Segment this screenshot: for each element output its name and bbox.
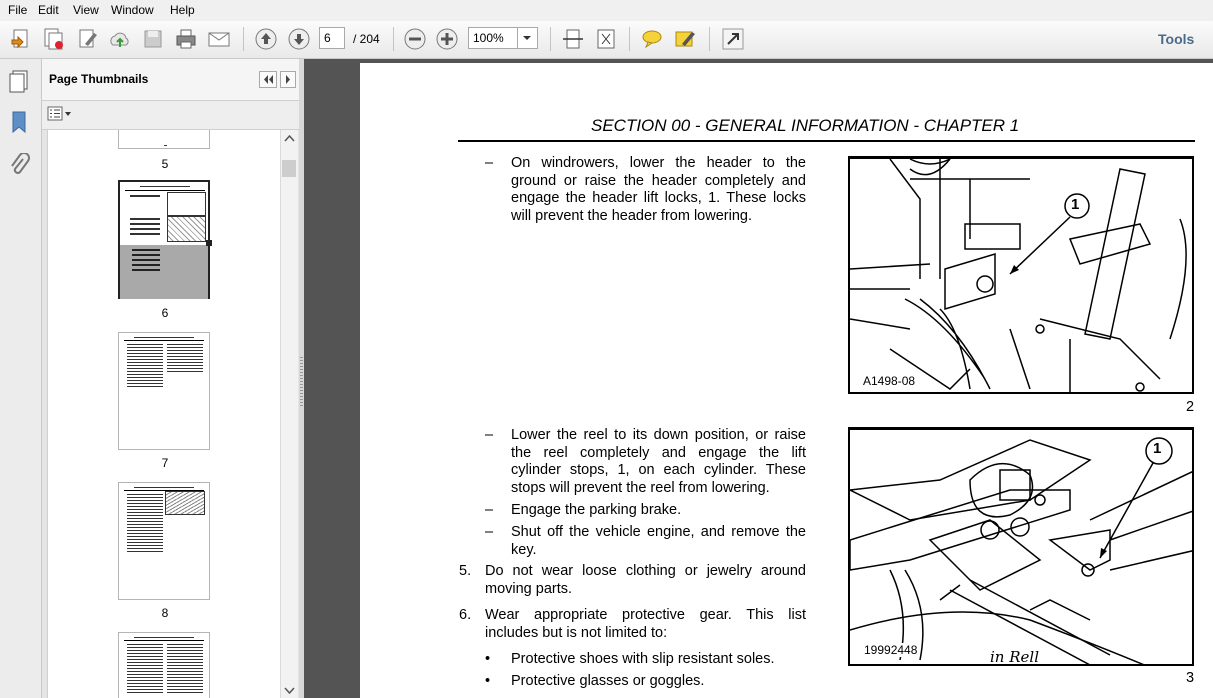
menu-help[interactable]: Help [170, 3, 195, 17]
navigation-pane [0, 59, 42, 698]
combine-files-icon[interactable] [40, 26, 66, 52]
thumbnails-scrollbar[interactable] [280, 130, 298, 698]
thumbnails-header [42, 59, 299, 101]
thumb-figure [165, 491, 205, 515]
thumbnail-page-7[interactable] [118, 332, 210, 450]
bullet-marker: • [485, 651, 491, 667]
instruction-protective-gear: Wear appropriate protective gear. This list includes but is not limited to: [485, 607, 806, 641]
scroll-down-arrow-icon[interactable] [284, 687, 295, 695]
thumb-text-column [127, 344, 163, 389]
instruction-loose-clothing: Do not wear loose clothing or jewelry around moving parts. [485, 563, 806, 597]
thumbnail-label-6: 6 [161, 306, 169, 320]
dash-marker: – [485, 427, 494, 443]
thumb-text-column [167, 344, 203, 372]
bullet-protective-glasses: Protective glasses or goggles. [511, 673, 705, 689]
figure-header-lift-lock [848, 156, 1194, 394]
zoom-dropdown-button[interactable] [518, 27, 538, 49]
zoom-out-icon[interactable] [402, 26, 428, 52]
instruction-parking-brake: Engage the parking brake. [511, 502, 682, 518]
collapse-panel-button[interactable] [259, 71, 277, 88]
figure-number: 2 [1186, 399, 1195, 415]
page-thumbnails-icon[interactable] [8, 69, 32, 96]
heading-rule [458, 140, 1195, 142]
instruction-shut-off-engine: Shut off the vehicle engine, and remove the key. [511, 524, 806, 558]
figure-code: A1498-08 [863, 374, 916, 388]
upload-cloud-icon[interactable] [107, 26, 133, 52]
options-menu-icon[interactable] [47, 106, 73, 125]
zoom-select[interactable]: 100% [468, 27, 518, 49]
comment-icon[interactable] [639, 26, 665, 52]
attachments-icon[interactable] [8, 153, 32, 182]
figure-lift-cylinder-stop [848, 427, 1194, 666]
zoom-in-icon[interactable] [434, 26, 460, 52]
thumbnails-list [47, 130, 282, 698]
bookmarks-icon[interactable] [8, 109, 32, 138]
thumb-text-column [127, 644, 163, 694]
callout-label: 1 [1153, 440, 1162, 457]
thumb-figure [167, 192, 206, 216]
thumbnail-page-8[interactable] [118, 482, 210, 600]
save-icon[interactable] [140, 26, 166, 52]
page-number-input[interactable]: 6 [319, 27, 345, 49]
toolbar [0, 21, 1213, 59]
edit-icon[interactable] [75, 26, 101, 52]
create-pdf-icon[interactable] [8, 26, 34, 52]
list-number: 5. [459, 563, 472, 579]
previous-page-icon[interactable] [253, 26, 279, 52]
thumbnails-options-bar [42, 101, 299, 130]
bullet-marker: • [485, 673, 491, 689]
print-icon[interactable] [173, 26, 199, 52]
menu-edit[interactable]: Edit [38, 3, 59, 17]
page-total: / 204 [353, 32, 380, 46]
thumbnail-label-5: 5 [161, 157, 169, 171]
scrollbar-thumb[interactable] [282, 160, 296, 177]
bullet-protective-shoes: Protective shoes with slip resistant soles. [511, 651, 775, 667]
fit-page-icon[interactable] [593, 26, 619, 52]
panel-title: Page Thumbnails [49, 72, 149, 86]
menu-window[interactable]: Window [111, 3, 154, 17]
resize-handle[interactable] [206, 240, 212, 246]
thumb-text-column [167, 644, 203, 694]
menu-file[interactable]: File [8, 3, 28, 17]
tools-button[interactable]: Tools [1158, 31, 1195, 47]
menu-view[interactable]: View [73, 3, 99, 17]
thumb-text-column [127, 494, 163, 554]
thumbnail-page-9[interactable] [118, 632, 210, 698]
thumbnail-page-5[interactable] [118, 130, 210, 149]
fit-width-icon[interactable] [560, 26, 586, 52]
next-page-icon[interactable] [286, 26, 312, 52]
figure-code: 19992448 [864, 643, 918, 657]
scroll-up-arrow-icon[interactable] [284, 134, 295, 142]
thumb-figure [167, 216, 206, 242]
highlight-icon[interactable] [672, 26, 698, 52]
handwritten-annotation: in Rell [990, 648, 1039, 666]
thumbnail-label-8: 8 [161, 606, 169, 620]
figure-number: 3 [1186, 670, 1195, 686]
list-number: 6. [459, 607, 472, 623]
panel-forward-button[interactable] [280, 71, 296, 88]
menu-bar [0, 0, 1213, 21]
instruction-lower-reel: Lower the reel to its down position, or raise the reel completely and engage the lift cylinder stops, 1, on each cylinder. These stops will prevent the reel from lowering. [511, 427, 806, 496]
section-heading: SECTION 00 - GENERAL INFORMATION - CHAPTER 1 [591, 116, 1020, 135]
instruction-lower-header: On windrowers, lower the header to the ground or raise the header completely and engage the header lift locks, 1. These locks will prevent the header from lowering. [511, 155, 806, 224]
dash-marker: – [485, 524, 494, 540]
pdf-page [360, 63, 1213, 698]
dash-marker: – [485, 155, 494, 171]
expand-icon[interactable] [720, 26, 746, 52]
email-icon[interactable] [206, 26, 232, 52]
thumbnail-label-7: 7 [161, 456, 169, 470]
callout-label: 1 [1071, 196, 1080, 213]
thumbnail-page-6[interactable] [118, 180, 210, 299]
dash-marker: – [485, 502, 494, 518]
